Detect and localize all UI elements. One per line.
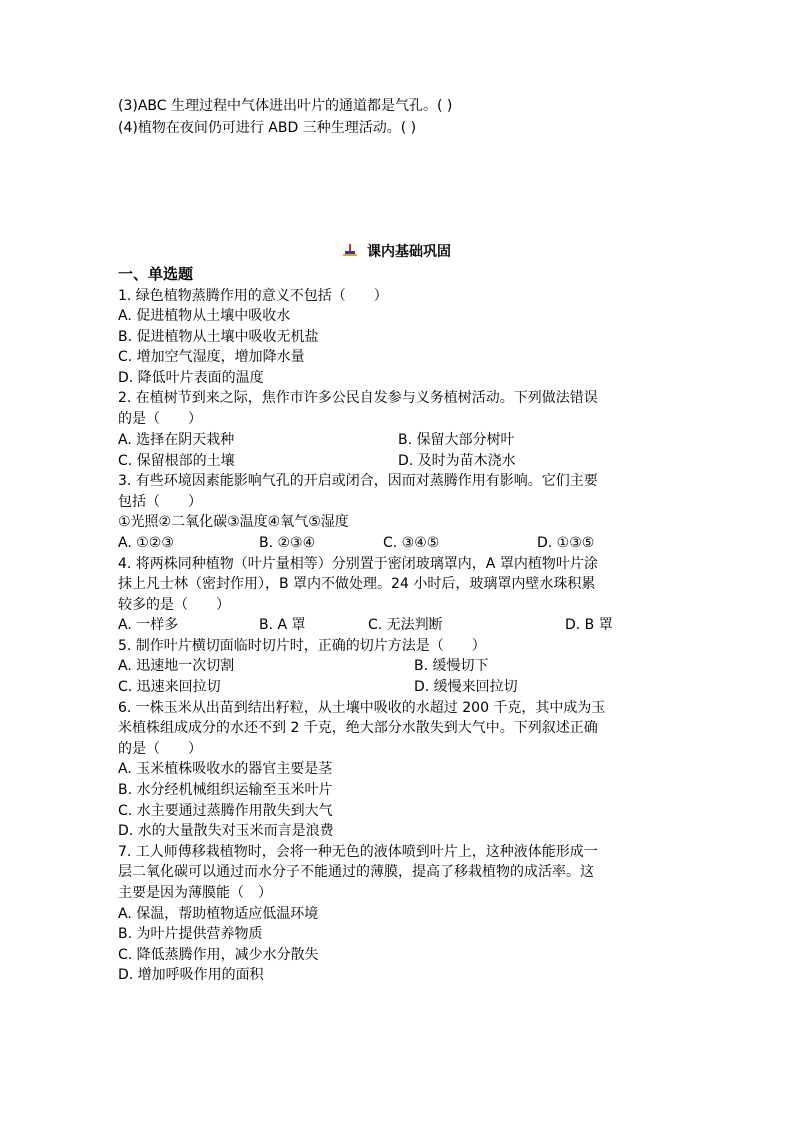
- question-5-option-a: A. 迅速地一次切割: [118, 658, 235, 674]
- question-7-option-a: A. 保温，帮助植物适应低温环境: [118, 906, 319, 922]
- section-title: 一、单选题: [118, 265, 194, 283]
- question-6-stem-line-3: 的是（ ）: [118, 741, 202, 757]
- question-6-option-b: B. 水分经机械组织运输至玉米叶片: [118, 782, 333, 798]
- question-4-stem-line-1: 4. 将两株同种植物（叶片量相等）分别置于密闭玻璃罩内，A 罩内植物叶片涂: [118, 556, 598, 572]
- question-2-option-d: D. 及时为苗木浇水: [398, 453, 516, 469]
- question-6-option-c: C. 水主要通过蒸腾作用散失到大气: [118, 803, 333, 819]
- question-2-option-a: A. 选择在阴天栽种: [118, 432, 235, 448]
- question-7-option-d: D. 增加呼吸作用的面积: [118, 967, 264, 983]
- book-logo-icon: [343, 244, 357, 258]
- question-5-option-d: D. 缓慢来回拉切: [414, 679, 518, 695]
- question-1-option-b: B. 促进植物从土壤中吸收无机盐: [118, 329, 319, 345]
- question-4-option-d: D. B 罩: [565, 617, 613, 633]
- question-3-option-a: A. ①②③: [118, 535, 174, 551]
- question-4-stem-line-3: 较多的是（ ）: [118, 597, 230, 613]
- question-2-option-c: C. 保留根部的土壤: [118, 453, 235, 469]
- question-3-stem-line-1: 3. 有些环境因素能影响气孔的开启或闭合，因而对蒸腾作用有影响。它们主要: [118, 473, 598, 489]
- question-2-option-b: B. 保留大部分树叶: [398, 432, 515, 448]
- heading-text: 课内基础巩固: [367, 244, 451, 260]
- question-1-stem: 1. 绿色植物蒸腾作用的意义不包括（ ）: [118, 288, 388, 304]
- question-7-stem-line-3: 主要是因为薄膜能（ ）: [118, 885, 272, 901]
- prior-question-4: (4)植物在夜间仍可进行 ABD 三种生理活动。( ): [118, 120, 417, 136]
- question-5-option-c: C. 迅速来回拉切: [118, 679, 221, 695]
- question-5-stem: 5. 制作叶片横切面临时切片时，正确的切片方法是（ ）: [118, 638, 486, 654]
- question-7-option-c: C. 降低蒸腾作用，减少水分散失: [118, 947, 319, 963]
- question-6-stem-line-1: 6. 一株玉米从出苗到结出籽粒，从土壤中吸收的水超过 200 千克，其中成为玉: [118, 700, 606, 716]
- question-4-option-c: C. 无法判断: [368, 617, 443, 633]
- question-1-option-c: C. 增加空气湿度，增加降水量: [118, 349, 305, 365]
- question-3-stem-line-2: 包括（ ）: [118, 494, 202, 510]
- question-4-stem-line-2: 抹上凡士林（密封作用），B 罩内不做处理。24 小时后，玻璃罩内壁水珠积累: [118, 576, 596, 592]
- question-1-option-a: A. 促进植物从土壤中吸收水: [118, 308, 291, 324]
- question-7-stem-line-1: 7. 工人师傅移栽植物时，会将一种无色的液体喷到叶片上，这种液体能形成一: [118, 844, 598, 860]
- question-3-option-d: D. ①③⑤: [537, 535, 595, 551]
- question-3-option-c: C. ③④⑤: [383, 535, 440, 551]
- question-6-stem-line-2: 米植株组成成分的水还不到 2 千克，绝大部分水散失到大气中。下列叙述正确: [118, 720, 598, 736]
- question-6-option-a: A. 玉米植株吸收水的器官主要是茎: [118, 761, 333, 777]
- question-7-option-b: B. 为叶片提供营养物质: [118, 926, 263, 942]
- question-7-stem-line-2: 层二氧化碳可以通过而水分子不能通过的薄膜，提高了移栽植物的成活率。这: [118, 864, 594, 880]
- question-5-option-b: B. 缓慢切下: [414, 658, 489, 674]
- question-2-stem-line-2: 的是（ ）: [118, 411, 202, 427]
- question-2-stem-line-1: 2. 在植树节到来之际，焦作市许多公民自发参与义务植树活动。下列做法错误: [118, 390, 598, 406]
- prior-question-3: (3)ABC 生理过程中气体进出叶片的通道都是气孔。( ): [118, 98, 453, 114]
- question-4-option-a: A. 一样多: [118, 617, 179, 633]
- question-3-option-b: B. ②③④: [259, 535, 316, 551]
- question-3-stem-line-3: ①光照②二氧化碳③温度④氧气⑤湿度: [118, 514, 349, 530]
- question-1-option-d: D. 降低叶片表面的温度: [118, 370, 264, 386]
- section-heading: [0, 242, 794, 262]
- question-4-option-b: B. A 罩: [259, 617, 306, 633]
- question-6-option-d: D. 水的大量散失对玉米而言是浪费: [118, 823, 334, 839]
